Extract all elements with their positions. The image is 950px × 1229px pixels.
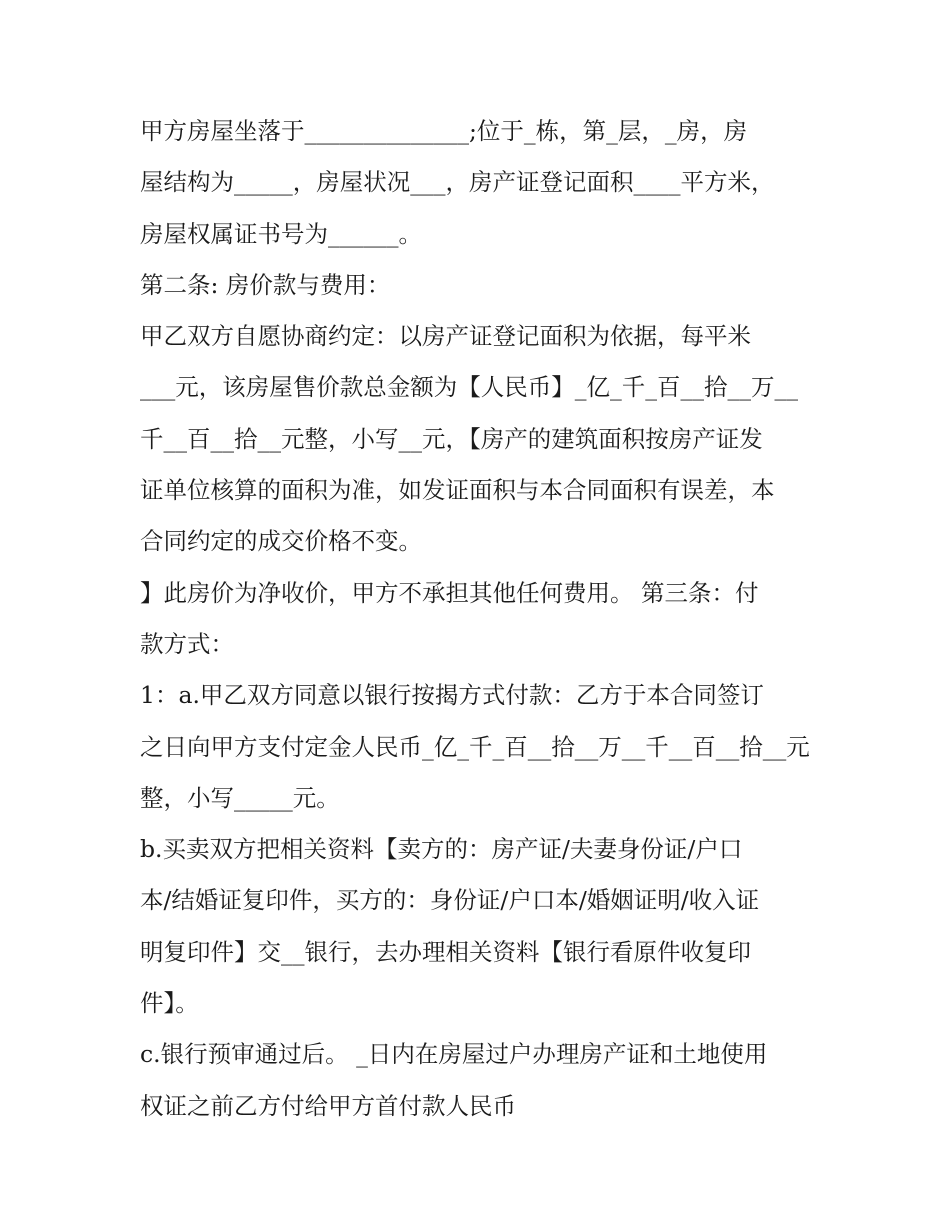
text-line: c.银行预审通过后。 _日内在房屋过户办理房产证和土地使用 xyxy=(140,1040,768,1069)
text-line: 房屋权属证书号为______。 xyxy=(140,219,422,248)
text-line: 件】。 xyxy=(140,989,199,1018)
text-line: 屋结构为_____，房屋状况___，房产证登记面积____平方米， xyxy=(140,168,775,197)
text-line: 合同约定的成交价格不变。 xyxy=(140,527,422,556)
text-line: 明复印件】交__银行，去办理相关资料【银行看原件收复印 xyxy=(140,937,751,966)
text-line: 权证之前乙方付给甲方首付款人民币 xyxy=(140,1091,516,1120)
text-line: b.买卖双方把相关资料【卖方的：房产证/夫妻身份证/户口 xyxy=(140,835,743,864)
section-heading: 第二条: 房价款与费用： xyxy=(140,270,391,299)
text-line: 甲乙双方自愿协商约定：以房产证登记面积为依据，每平米 xyxy=(140,322,751,351)
text-line: 整，小写_____元。 xyxy=(140,783,340,812)
text-line: 证单位核算的面积为准，如发证面积与本合同面积有误差，本 xyxy=(140,476,775,505)
text-line: 本/结婚证复印件，买方的：身份证/户口本/婚姻证明/收入证 xyxy=(140,886,760,915)
text-line: 1：a.甲乙双方同意以银行按揭方式付款：乙方于本合同签订 xyxy=(140,681,764,710)
text-line: 甲方房屋坐落于______________;位于_栋，第_层，_房，房 xyxy=(140,117,748,145)
contract-text xyxy=(140,106,820,1132)
text-line: 】此房价为净收价，甲方不承担其他任何费用。 第三条：付 xyxy=(140,578,759,607)
text-line: 之日向甲方支付定金人民币_亿_千_百__拾__万__千__百__拾__元 xyxy=(140,732,810,761)
text-line: ___元，该房屋售价款总金额为【人民币】_亿_千_百__拾__万__ xyxy=(140,373,798,402)
text-line: 千__百__拾__元整，小写__元，【房产的建筑面积按房产证发 xyxy=(140,424,763,453)
text-line: 款方式： xyxy=(140,629,234,658)
